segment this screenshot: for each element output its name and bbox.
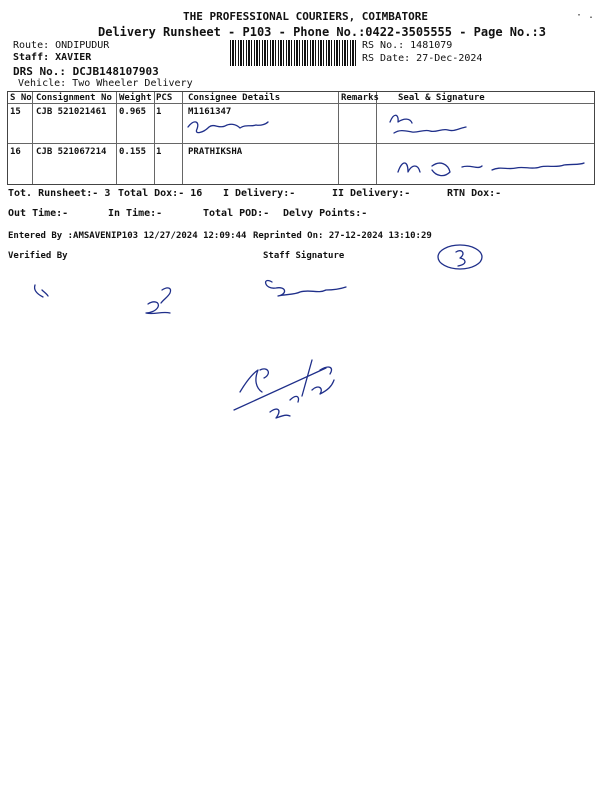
row-16-pcs: 1 xyxy=(156,147,162,157)
scan-mark: · . xyxy=(575,10,594,21)
vehicle-label: Vehicle: Two Wheeler Delivery xyxy=(18,78,193,89)
handwriting-row16-signature xyxy=(398,163,584,176)
total-pod: Total POD:- xyxy=(203,208,270,219)
header-weight: Weight xyxy=(119,93,152,103)
header-seal: Seal & Signature xyxy=(398,93,485,103)
row-16-sno: 16 xyxy=(10,147,21,157)
row-16-consignment: CJB 521067214 xyxy=(36,147,107,157)
row-15-consignee: M1161347 xyxy=(188,107,232,117)
route-label: Route: ONDIPUDUR xyxy=(13,40,110,51)
reprinted-on: Reprinted On: 27-12-2024 13:10:29 xyxy=(253,231,432,241)
row-15-pcs: 1 xyxy=(156,107,162,117)
rs-number: RS No.: 1481079 xyxy=(362,40,453,51)
ii-delivery: II Delivery:- xyxy=(332,188,411,199)
row-16-weight: 0.155 xyxy=(119,147,147,157)
header-remarks: Remarks xyxy=(341,93,379,103)
header-pcs: PCS xyxy=(156,93,173,103)
header-consignment: Consignment No xyxy=(36,93,112,103)
runsheet-title: Delivery Runsheet - P103 - Phone No.:0422-3505555 - Page No.:3 xyxy=(98,25,546,39)
total-dox: Total Dox:- 16 xyxy=(118,188,203,199)
row-15-sno: 15 xyxy=(10,107,21,117)
delvy-points: Delvy Points:- xyxy=(283,208,368,219)
handwriting-row15-signature xyxy=(390,115,466,133)
verified-scribble xyxy=(146,288,171,314)
rtn-dox: RTN Dox:- xyxy=(447,188,502,199)
header-consignee: Consignee Details xyxy=(188,93,281,103)
drs-number: DRS No.: DCJB148107903 xyxy=(13,65,159,78)
company-name: THE PROFESSIONAL COURIERS, COIMBATORE xyxy=(183,10,429,23)
row-16-consignee: PRATHIKSHA xyxy=(188,147,243,157)
verified-by: Verified By xyxy=(8,251,68,261)
header-sno: S No xyxy=(10,93,32,103)
staff-signature-scribble xyxy=(266,280,346,296)
handwriting-row15-consignee xyxy=(188,122,268,133)
page-circle-digit xyxy=(456,251,465,266)
tot-runsheet: Tot. Runsheet:- 3 xyxy=(8,188,111,199)
in-time: In Time:- xyxy=(108,208,163,219)
out-time: Out Time:- xyxy=(8,208,69,219)
staff-label: Staff: XAVIER xyxy=(13,52,92,63)
check-mark xyxy=(35,285,48,297)
staff-signature-label: Staff Signature xyxy=(263,251,345,261)
i-delivery: I Delivery:- xyxy=(223,188,296,199)
row-15-consignment: CJB 521021461 xyxy=(36,107,107,117)
row-15-weight: 0.965 xyxy=(119,107,147,117)
rs-date: RS Date: 27-Dec-2024 xyxy=(362,53,483,64)
entered-by: Entered By :AMSAVENIP103 12/27/2024 12:09:44 xyxy=(8,231,247,241)
